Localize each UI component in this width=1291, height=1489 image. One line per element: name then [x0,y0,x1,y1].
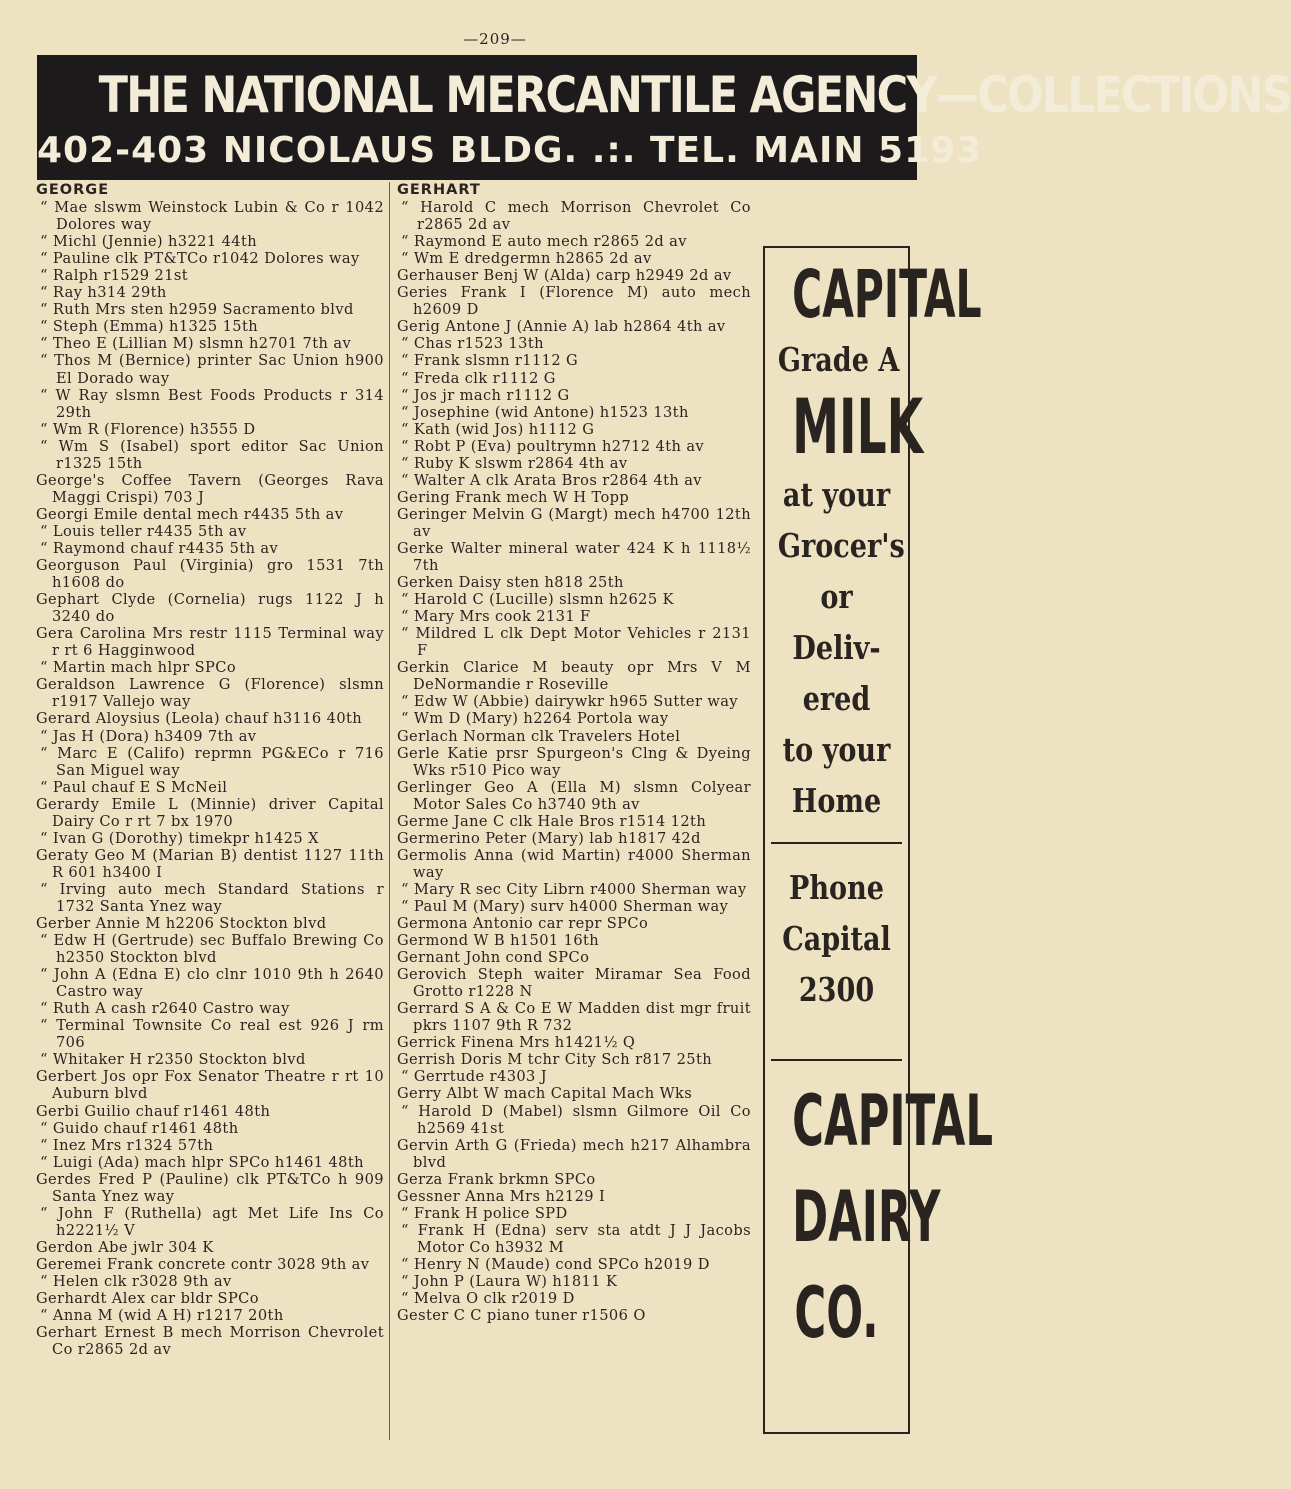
directory-entry: Gerardy Emile L (Minnie) driver Capital Dairy Co r rt 7 bx 1970 [36,795,384,830]
directory-entry: “ Pauline clk PT&TCo r1042 Dolores way [40,250,360,268]
directory-entry: Gephart Clyde (Cornelia) rugs 1122 J h 3240 do [36,591,384,626]
directory-entry: Germe Jane C clk Hale Bros r1514 12th [397,812,707,830]
directory-entry: “ Henry N (Maude) cond SPCo h2019 D [401,1255,710,1273]
directory-entry: Germerino Peter (Mary) lab h1817 42d [397,829,701,847]
directory-entry: “ Raymond E auto mech r2865 2d av [401,233,687,251]
directory-entry: “ Mae slswm Weinstock Lubin & Co r 1042 Dolores way [40,199,384,234]
ad-divider-top [771,842,902,844]
directory-entry: “ Freda clk r1112 G [401,369,556,387]
directory-entry: “ Melva O clk r2019 D [401,1290,575,1308]
directory-entry: “ Anna M (wid A H) r1217 20th [40,1307,284,1325]
directory-entry: Gessner Anna Mrs h2129 I [397,1187,606,1205]
ad-footer-dairy: DAIRY [792,1176,941,1258]
directory-entry: Gerber Annie M h2206 Stockton blvd [36,915,327,933]
directory-entry: “ John A (Edna E) clo clnr 1010 9th h 2640 Castro way [40,966,384,1001]
directory-entry: Germolis Anna (wid Martin) r4000 Sherman way [397,846,751,881]
directory-entry: Gerry Albt W mach Capital Mach Wks [397,1085,693,1103]
directory-entry: “ Steph (Emma) h1325 15th [40,318,259,336]
directory-entry: “ Ivan G (Dorothy) timekpr h1425 X [40,829,319,847]
ad-deliv: Deliv- [792,628,881,667]
directory-entry: Gerdes Fred P (Pauline) clk PT&TCo h 909 Santa Ynez way [36,1170,384,1205]
directory-entry: Gerza Frank brkmn SPCo [397,1170,596,1188]
directory-entry: “ Martin mach hlpr SPCo [40,659,237,677]
directory-entry: Geraldson Lawrence G (Florence) slsmn r1917 Vallejo way [36,676,384,711]
directory-entry: “ Guido chauf r1461 48th [40,1119,239,1137]
directory-entry: Georguson Paul (Virginia) gro 1531 7th h1608 do [36,557,384,592]
ad-or: or [820,577,853,616]
column-divider [389,182,390,1440]
directory-entry: “ Luigi (Ada) mach hlpr SPCo h1461 48th [40,1153,364,1171]
ad-grade-a: Grade A [777,340,900,379]
directory-entry: “ Ruth Mrs sten h2959 Sacramento blvd [40,301,354,319]
directory-entry: “ Edw H (Gertrude) sec Buffalo Brewing Co h2350 Stockton blvd [40,932,384,967]
directory-entry: “ Wm S (Isabel) sport editor Sac Union r1325 15th [40,437,384,472]
directory-entry: Gerlach Norman clk Travelers Hotel [397,727,681,745]
directory-entry: Gerrard S A & Co E W Madden dist mgr fruit pkrs 1107 9th R 732 [397,1000,751,1035]
directory-entry: “ Edw W (Abbie) dairywkr h965 Sutter way [401,693,739,711]
directory-entry: “ Inez Mrs r1324 57th [40,1136,214,1154]
directory-entry: Gerbert Jos opr Fox Senator Theatre r rt 10 Auburn blvd [36,1068,384,1103]
ad-ered: ered [802,679,871,718]
directory-entry: “ Kath (wid Jos) h1112 G [401,420,595,438]
directory-entry: Gera Carolina Mrs restr 1115 Terminal way r rt 6 Hagginwood [36,625,384,660]
directory-entry: “ Frank slsmn r1112 G [401,352,579,370]
directory-entry: “ Chas r1523 13th [401,335,544,353]
ad-capital-text: CAPITAL [792,256,982,333]
directory-entry: “ Jos jr mach r1112 G [401,386,570,404]
directory-entry: “ Raymond chauf r4435 5th av [40,539,279,557]
directory-entry: Gerrick Finena Mrs h1421½ Q [397,1034,636,1052]
directory-entry: “ John P (Laura W) h1811 K [401,1273,618,1290]
page-number: —209— [463,30,527,48]
directory-entry: “ Ray h314 29th [40,284,167,302]
directory-entry: “ Theo E (Lillian M) slsmn h2701 7th av [40,335,352,353]
directory-entry: Gerhart Ernest B mech Morrison Chevrolet Co r2865 2d av [36,1324,384,1359]
directory-entry: “ Paul M (Mary) surv h4000 Sherman way [401,897,729,915]
directory-entry: Gerig Antone J (Annie A) lab h2864 4th av [397,318,726,336]
column-heading-gerhart: GERHART [397,182,481,198]
directory-entry: “ Mildred L clk Dept Motor Vehicles r 2131 F [401,625,751,660]
directory-entry: “ Harold C mech Morrison Chevrolet Co r2865 2d av [401,199,751,234]
directory-entry: Gerken Daisy sten h818 25th [397,574,624,592]
directory-entry: Georgi Emile dental mech r4435 5th av [36,505,344,523]
ad-phone: Phone [789,868,884,907]
directory-entry: “ Ruth A cash r2640 Castro way [40,1000,290,1018]
directory-entry: Gester C C piano tuner r1506 O [397,1307,646,1325]
ad-phone-capital: Capital [782,919,891,958]
directory-entry: “ Paul chauf E S McNeil [40,778,228,796]
directory-entry: “ Harold C (Lucille) slsmn h2625 K [401,591,674,609]
directory-entry: “ Michl (Jennie) h3221 44th [40,233,258,251]
directory-entry: “ Walter A clk Arata Bros r2864 4th av [401,471,702,489]
directory-entry: Gerhardt Alex car bldr SPCo [36,1290,259,1308]
directory-entry: “ John F (Ruthella) agt Met Life Ins Co h2221½ V [40,1204,384,1239]
ad-at-your: at your [782,475,891,514]
directory-entry: “ Helen clk r3028 9th av [40,1273,232,1290]
directory-entry: Gerdon Abe jwlr 304 K [36,1238,214,1256]
ad-to-your: to your [782,730,891,769]
directory-entry: “ Wm R (Florence) h3555 D [40,420,256,438]
directory-entry: “ Jas H (Dora) h3409 7th av [40,727,257,745]
directory-entry: “ Mary Mrs cook 2131 F [401,608,591,626]
ad-divider-bottom [771,1059,902,1061]
ad-grocers: Grocer's [777,526,905,565]
directory-entry: “ Frank H police SPD [401,1204,568,1222]
directory-entry: Gerard Aloysius (Leola) chauf h3116 40th [36,710,363,728]
directory-entry: Germona Antonio car repr SPCo [397,915,649,933]
ad-home: Home [791,781,882,820]
directory-entry: Geries Frank I (Florence M) auto mech h2609 D [397,284,751,319]
directory-entry: “ Ruby K slswm r2864 4th av [401,454,628,472]
column-heading-george: GEORGE [36,182,110,198]
directory-entry: Gerkin Clarice M beauty opr Mrs V M DeNormandie r Roseville [397,659,751,694]
directory-entry: Gerhauser Benj W (Alda) carp h2949 2d av [397,267,732,285]
directory-entry: “ Wm D (Mary) h2264 Portola way [401,710,669,728]
ad-phone-number: 2300 [798,970,875,1009]
banner-address: 402-403 NICOLAUS BLDG. .:. TEL. MAIN 5193 [37,130,983,171]
directory-entry: “ W Ray slsmn Best Foods Products r 314 29th [40,386,384,421]
directory-entry: Gerle Katie prsr Spurgeon's Clng & Dyeing Wks r510 Pico way [397,744,751,779]
directory-entry: Geraty Geo M (Marian B) dentist 1127 11th R 601 h3400 I [36,846,384,881]
directory-entry: Gerrish Doris M tchr City Sch r817 25th [397,1051,713,1069]
middle-column [397,182,751,1324]
directory-entry: “ Gerrtude r4303 J [401,1068,548,1086]
ad-milk: MILK [792,382,924,471]
directory-entry: “ Josephine (wid Antone) h1523 13th [401,403,689,421]
directory-entry: “ Louis teller r4435 5th av [40,522,247,540]
header-banner [37,55,1291,180]
directory-entry: “ Irving auto mech Standard Stations r 1732 Santa Ynez way [40,880,384,915]
directory-entry: Geremei Frank concrete contr 3028 9th av [36,1255,370,1273]
ad-footer-capital: CAPITAL [792,1080,994,1162]
directory-entry: Gerlinger Geo A (Ella M) slsmn Colyear Motor Sales Co h3740 9th av [397,778,751,813]
directory-entry: Geringer Melvin G (Margt) mech h4700 12th av [397,505,751,540]
directory-entry: Gerovich Steph waiter Miramar Sea Food Grotto r1228 N [397,966,751,1001]
directory-entry: “ Wm E dredgermn h2865 2d av [401,250,652,268]
directory-entry: “ Mary R sec City Librn r4000 Sherman way [401,880,747,898]
left-column [36,182,384,1358]
directory-entry: “ Ralph r1529 21st [40,267,189,285]
directory-entry: Germond W B h1501 16th [397,932,600,950]
directory-entry: Gering Frank mech W H Topp [397,488,630,506]
ad-footer-co: CO. [794,1272,879,1354]
banner-title: THE NATIONAL MERCANTILE AGENCY—COLLECTIONS [98,66,1291,124]
directory-entry: “ Marc E (Califo) reprmn PG&ECo r 716 San Miguel way [40,744,384,779]
directory-entry: Gerbi Guilio chauf r1461 48th [36,1102,271,1120]
directory-entry: Gernant John cond SPCo [397,949,590,967]
directory-entry: “ Thos M (Bernice) printer Sac Union h900 El Dorado way [40,352,384,387]
directory-entry: Gervin Arth G (Frieda) mech h217 Alhambra blvd [397,1136,751,1171]
capital-dairy-advertisement [763,246,994,1434]
directory-entry: Gerke Walter mineral water 424 K h 1118½ 7th [397,539,751,575]
directory-entry: George's Coffee Tavern (Georges Rava Maggi Crispi) 703 J [36,471,384,506]
directory-entry: “ Terminal Townsite Co real est 926 J rm 706 [40,1017,384,1052]
directory-entry: “ Robt P (Eva) poultrymn h2712 4th av [401,437,705,455]
directory-entry: “ Whitaker H r2350 Stockton blvd [40,1051,306,1069]
directory-entry: “ Frank H (Edna) serv sta atdt J J Jacobs Motor Co h3932 M [401,1221,751,1256]
directory-entry: “ Harold D (Mabel) slsmn Gilmore Oil Co h2569 41st [401,1102,751,1137]
